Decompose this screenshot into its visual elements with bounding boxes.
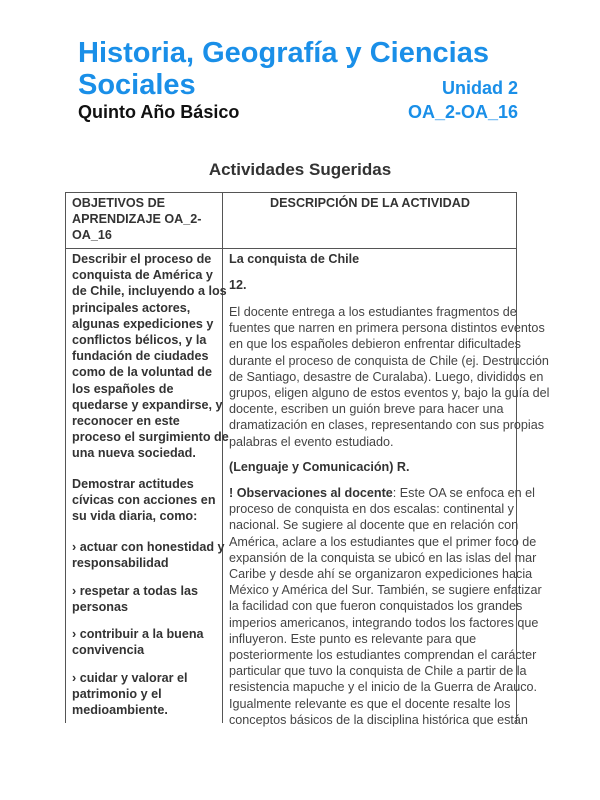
text-line: principales actores, [72, 300, 191, 315]
text-line: nacional. Se sugiere al docente que en relación con [229, 518, 519, 533]
text-line: durante el proceso de conquista de Chile (ej. Destrucción [229, 353, 549, 368]
text-line: de Santiago, desastre de Curalaba). Luego, divididos en [229, 369, 544, 384]
text-line: Caribe y desde ahí se organizaron expediciones hacia [229, 567, 533, 582]
header-line: APRENDIZAJE OA_2- [72, 212, 202, 227]
text-line: influyeron. Este punto es relevante para que [229, 631, 477, 646]
text-line: › respetar a todas las [72, 584, 198, 598]
header-line: OA_16 [72, 228, 112, 243]
text-line: conquista de América y [72, 268, 213, 283]
activity-text [229, 304, 549, 450]
objective-bullet [72, 583, 198, 615]
text-line: patrimonio y el [72, 687, 162, 702]
text-line: proceso el surgimiento de [72, 430, 229, 445]
text-line: México y América del Sur. También, se sugiere enfatizar [229, 583, 542, 598]
col2-header: DESCRIPCIÓN DE LA ACTIVIDAD [270, 196, 470, 210]
observations-line: : Este OA se enfoca en el [392, 486, 535, 500]
objective-bullet [72, 626, 204, 658]
text-line: algunas expediciones y [72, 316, 214, 331]
document-title-line-2: Sociales [78, 69, 196, 101]
text-line: resistencia mapuche y el inicio de la Guerra de Arauco. [229, 680, 538, 695]
text-line: › contribuir a la buena [72, 627, 204, 641]
text-line: posteriormente los estudiantes comprendan el carácter [229, 648, 537, 663]
objective-1 [72, 251, 229, 462]
text-line: palabras el evento estudiado. [229, 434, 394, 449]
objective-bullet [72, 670, 188, 719]
text-line: los españoles de [72, 381, 174, 396]
header-divider [66, 248, 516, 249]
text-line: fuentes que narren en primera persona distintos eventos [229, 321, 545, 336]
text-line: la facilidad con que fueron conquistados los grandes [229, 599, 523, 614]
text-line: dramatización en clases, representando con sus propias [229, 418, 545, 433]
col1-header [72, 195, 201, 244]
objective-2 [72, 476, 216, 525]
activity-number: 12. [229, 278, 247, 292]
activity-title: La conquista de Chile [229, 252, 360, 266]
activities-table [65, 192, 550, 727]
text-line: particular que tuvo la conquista de Chile a partir de la [229, 664, 527, 679]
text-line: conceptos básicos de la disciplina histórica que están [229, 712, 528, 727]
teacher-observations [229, 485, 542, 728]
objective-bullet [72, 539, 225, 571]
text-line: › actuar con honestidad y [72, 540, 225, 554]
header-line: OBJETIVOS DE [72, 196, 166, 210]
text-line: medioambiente. [72, 703, 168, 718]
text-line: Describir el proceso de [72, 252, 212, 266]
text-line: reconocer en este [72, 414, 180, 429]
text-line: como de la voluntad de [72, 365, 212, 380]
text-line: quedarse y expandirse, y [72, 397, 223, 412]
section-title: Actividades Sugeridas [208, 160, 392, 179]
text-line: imperios americanos, integrando todos los factores que [229, 615, 539, 630]
oa-range-label: OA_2-OA_16 [407, 102, 518, 122]
text-line: Demostrar actitudes [72, 477, 194, 491]
text-line: de Chile, incluyendo a los [72, 284, 227, 299]
text-line: proceso de conquista en dos escalas: continental y [229, 502, 514, 517]
text-line: expansión de la conquista se ubicó en las islas del mar [229, 550, 537, 565]
unit-label: Unidad 2 [441, 78, 518, 98]
text-line: › cuidar y valorar el [72, 671, 188, 685]
text-line: personas [72, 600, 128, 615]
text-line: docente, escriben un guión breve para hacer una [229, 402, 504, 417]
integration-note: (Lenguaje y Comunicación) R. [229, 460, 410, 474]
text-line: cívicas con acciones en [72, 493, 216, 508]
text-line: América, aclare a los estudiantes que el primer foco de [229, 534, 537, 549]
grade-label: Quinto Año Básico [78, 102, 240, 122]
text-line: fundación de ciudades [72, 349, 209, 364]
text-line: grupos, eligen alguno de estos eventos y, bajo la guía del [229, 386, 550, 401]
document-title-line-1: Historia, Geografía y Ciencias [78, 37, 489, 69]
text-line: Igualmente relevante es que el docente resalte los [229, 696, 511, 711]
text-line: una nueva sociedad. [72, 446, 196, 461]
observations-label: ! Observaciones al docente [229, 486, 393, 500]
text-line: responsabilidad [72, 556, 169, 571]
text-line: El docente entrega a los estudiantes fragmentos de [229, 305, 517, 319]
text-line: conflictos bélicos, y la [72, 333, 207, 348]
text-line: convivencia [72, 643, 145, 658]
text-line: su vida diaria, como: [72, 509, 198, 524]
text-line: en que los españoles debieron enfrentar dificultades [229, 337, 521, 352]
